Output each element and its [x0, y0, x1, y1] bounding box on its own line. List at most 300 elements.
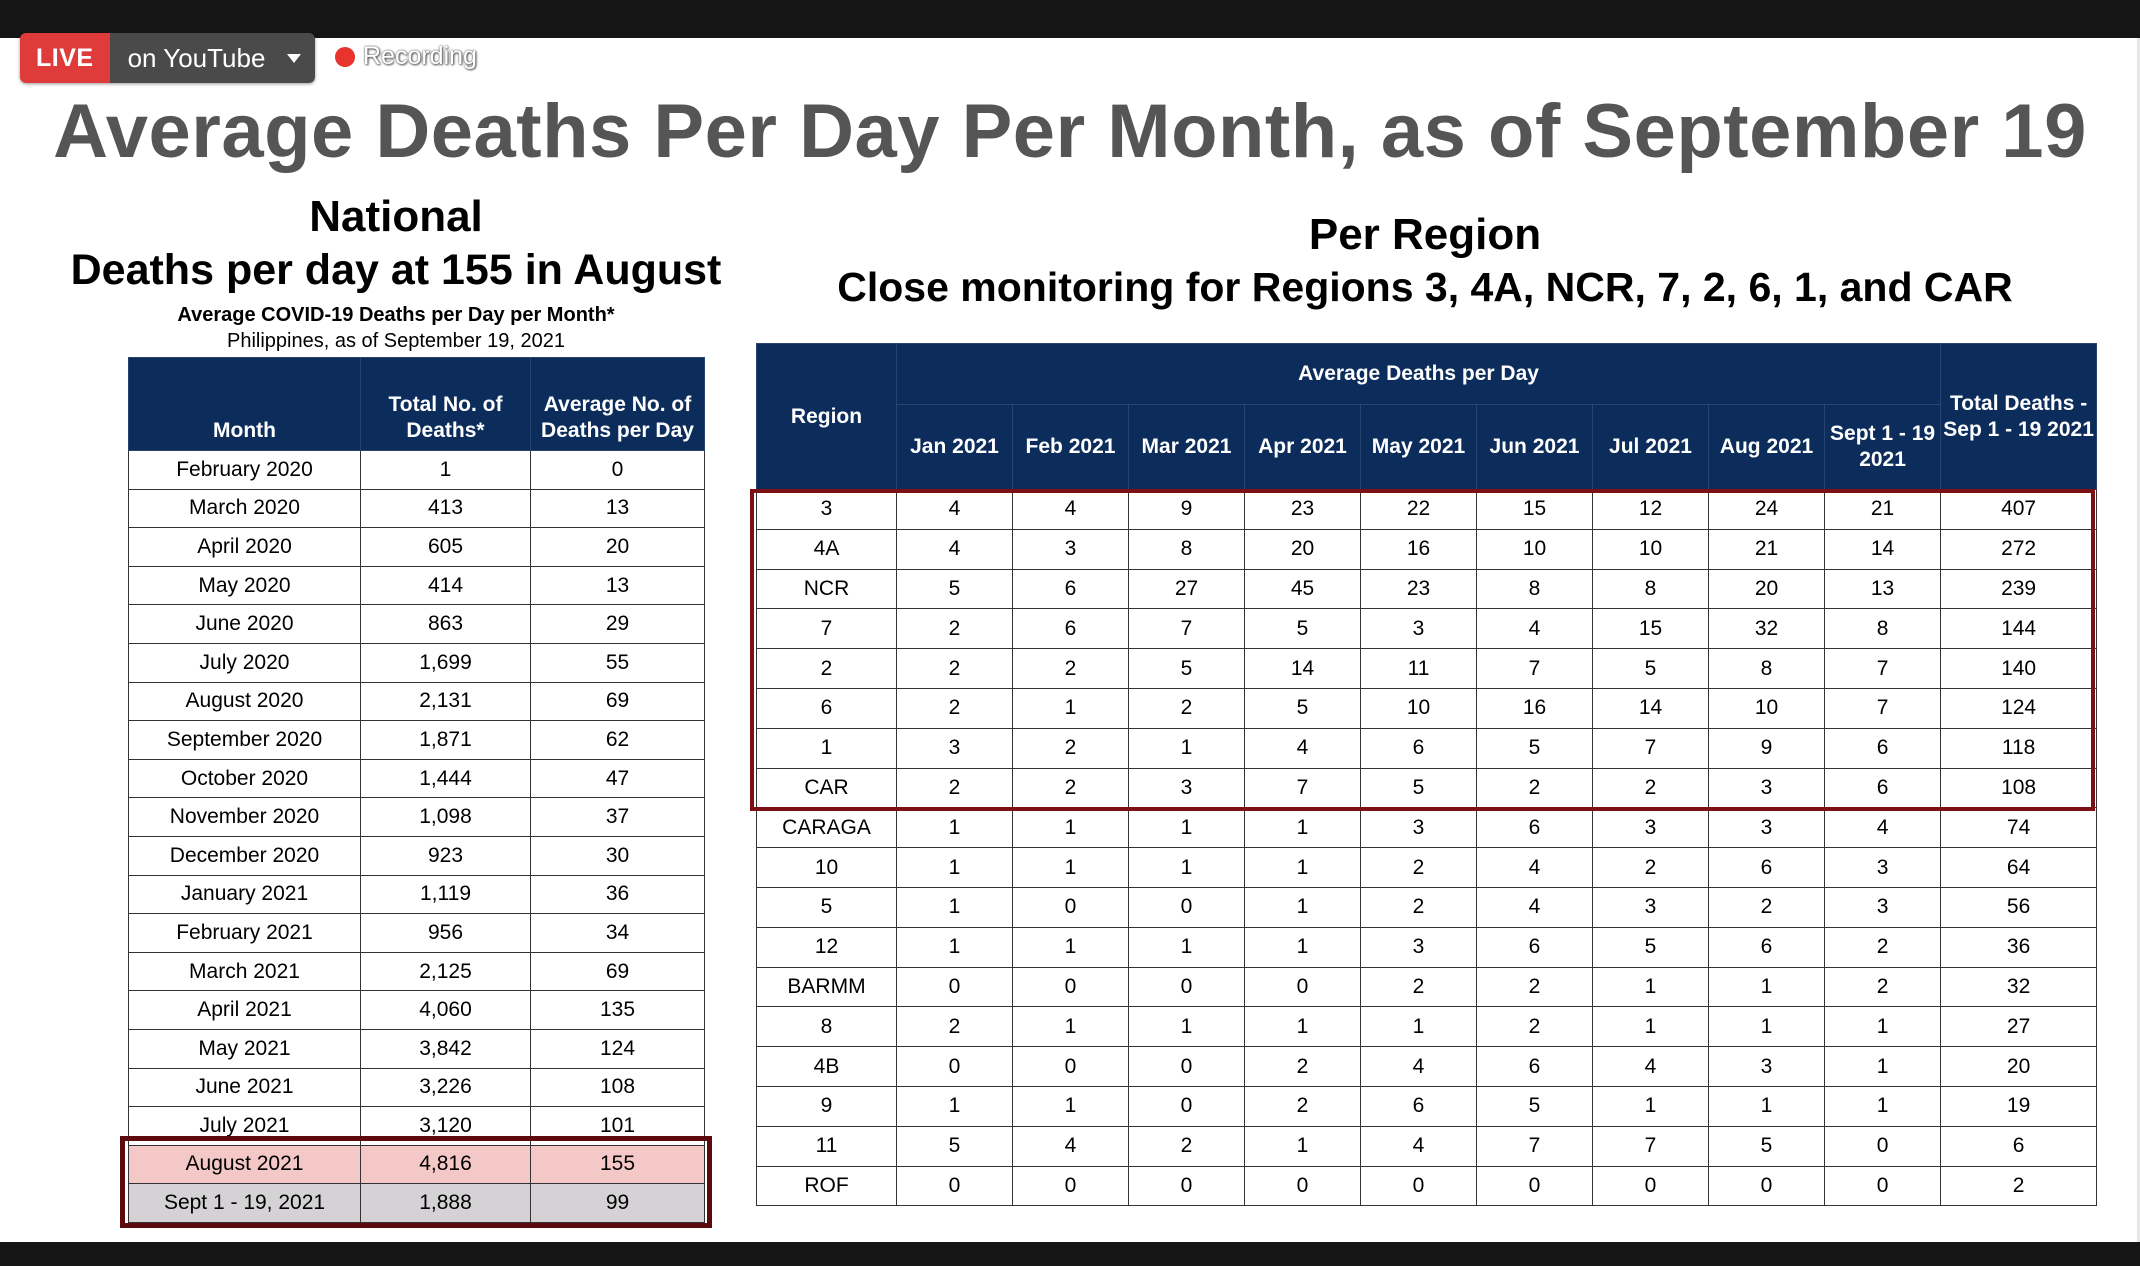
total-deaths-cell: 144	[1941, 609, 2097, 649]
avg-deaths-cell: 0	[1593, 1166, 1709, 1206]
region-heading: Per Region	[1308, 210, 1542, 259]
avg-deaths-cell: 2	[1361, 967, 1477, 1007]
avg-deaths-cell: 5	[1477, 728, 1593, 768]
table-row	[757, 529, 2097, 569]
total-deaths-cell: 36	[1941, 927, 2097, 967]
avg-deaths-cell: 20	[531, 528, 705, 567]
avg-deaths-cell: 0	[531, 451, 705, 490]
region-cell: 3	[757, 490, 897, 530]
month-cell: October 2020	[129, 759, 361, 798]
avg-deaths-cell: 0	[1825, 1166, 1941, 1206]
avg-deaths-cell: 2	[897, 768, 1013, 808]
table-row	[757, 1047, 2097, 1087]
avg-deaths-cell: 10	[1593, 529, 1709, 569]
table-row	[129, 991, 705, 1030]
avg-deaths-cell: 69	[531, 682, 705, 721]
col-month-header: May 2021	[1361, 405, 1477, 490]
region-cell: 6	[757, 688, 897, 728]
bottom-letterbox-bar	[0, 1242, 2140, 1266]
total-deaths-cell: 4,816	[361, 1145, 531, 1184]
total-deaths-cell: 2	[1941, 1166, 2097, 1206]
avg-deaths-cell: 3	[1129, 768, 1245, 808]
col-avg-deaths-header: Average No. of Deaths per Day	[531, 358, 705, 451]
total-deaths-cell: 64	[1941, 848, 2097, 888]
avg-deaths-cell: 2	[1593, 768, 1709, 808]
avg-deaths-cell: 2	[1245, 1086, 1361, 1126]
avg-deaths-cell: 36	[531, 875, 705, 914]
avg-deaths-cell: 3	[1361, 808, 1477, 848]
avg-deaths-cell: 0	[1013, 1047, 1129, 1087]
avg-deaths-cell: 2	[1709, 887, 1825, 927]
avg-deaths-cell: 2	[1477, 967, 1593, 1007]
col-total-deaths-header: Total Deaths - Sep 1 - 19 2021	[1941, 344, 2097, 490]
destination-label: on YouTube	[127, 42, 266, 73]
month-cell: June 2021	[129, 1068, 361, 1107]
table-row	[129, 643, 705, 682]
month-cell: March 2020	[129, 489, 361, 528]
avg-deaths-cell: 4	[1245, 728, 1361, 768]
table-row	[129, 1068, 705, 1107]
avg-deaths-cell: 15	[1477, 490, 1593, 530]
month-cell: December 2020	[129, 836, 361, 875]
region-cell: 12	[757, 927, 897, 967]
total-deaths-cell: 1,119	[361, 875, 531, 914]
avg-deaths-cell: 0	[897, 967, 1013, 1007]
table-row	[757, 609, 2097, 649]
avg-deaths-cell: 1	[1825, 1007, 1941, 1047]
avg-deaths-cell: 2	[897, 1007, 1013, 1047]
table-row	[129, 836, 705, 875]
avg-deaths-cell: 7	[1593, 1126, 1709, 1166]
avg-deaths-cell: 14	[1825, 529, 1941, 569]
region-cell: NCR	[757, 569, 897, 609]
avg-deaths-cell: 24	[1709, 490, 1825, 530]
avg-deaths-cell: 0	[1129, 967, 1245, 1007]
avg-deaths-cell: 8	[1477, 569, 1593, 609]
table-row	[757, 569, 2097, 609]
avg-deaths-cell: 0	[1013, 887, 1129, 927]
avg-deaths-cell: 1	[1129, 808, 1245, 848]
avg-deaths-cell: 5	[1477, 1086, 1593, 1126]
region-cell: CARAGA	[757, 808, 897, 848]
table-row	[129, 759, 705, 798]
table-row	[129, 528, 705, 567]
region-cell: ROF	[757, 1166, 897, 1206]
avg-deaths-cell: 12	[1593, 490, 1709, 530]
total-deaths-cell: 1,444	[361, 759, 531, 798]
avg-deaths-cell: 5	[897, 1126, 1013, 1166]
avg-deaths-cell: 124	[531, 1029, 705, 1068]
avg-deaths-cell: 27	[1129, 569, 1245, 609]
table-row	[129, 605, 705, 644]
avg-deaths-cell: 108	[531, 1068, 705, 1107]
col-month-header: Sept 1 - 19 2021	[1825, 405, 1941, 490]
avg-deaths-cell: 3	[1013, 529, 1129, 569]
total-deaths-cell: 956	[361, 914, 531, 953]
avg-deaths-cell: 6	[1709, 848, 1825, 888]
total-deaths-cell: 1,871	[361, 721, 531, 760]
month-cell: September 2020	[129, 721, 361, 760]
month-cell: May 2020	[129, 566, 361, 605]
table-row	[757, 768, 2097, 808]
col-month-header: Jul 2021	[1593, 405, 1709, 490]
avg-deaths-cell: 99	[531, 1184, 705, 1223]
avg-deaths-cell: 21	[1825, 490, 1941, 530]
avg-deaths-cell: 3	[1593, 887, 1709, 927]
table-row	[757, 887, 2097, 927]
avg-deaths-cell: 4	[1361, 1047, 1477, 1087]
avg-deaths-cell: 55	[531, 643, 705, 682]
avg-deaths-cell: 5	[1709, 1126, 1825, 1166]
avg-deaths-cell: 4	[897, 529, 1013, 569]
region-cell: 2	[757, 649, 897, 689]
avg-deaths-cell: 9	[1129, 490, 1245, 530]
avg-deaths-cell: 6	[1477, 1047, 1593, 1087]
avg-deaths-cell: 1	[897, 1086, 1013, 1126]
avg-deaths-cell: 13	[1825, 569, 1941, 609]
total-deaths-cell: 118	[1941, 728, 2097, 768]
avg-deaths-cell: 5	[897, 569, 1013, 609]
total-deaths-cell: 414	[361, 566, 531, 605]
avg-deaths-cell: 6	[1825, 728, 1941, 768]
avg-deaths-cell: 7	[1825, 649, 1941, 689]
month-cell: January 2021	[129, 875, 361, 914]
region-header-row-2	[757, 405, 2097, 490]
avg-deaths-cell: 1	[1013, 848, 1129, 888]
region-header-row-1	[757, 344, 2097, 405]
avg-deaths-cell: 6	[1013, 569, 1129, 609]
region-cell: 11	[757, 1126, 897, 1166]
total-deaths-cell: 19	[1941, 1086, 2097, 1126]
recording-indicator	[335, 42, 477, 71]
table-row	[757, 728, 2097, 768]
avg-deaths-cell: 8	[1129, 529, 1245, 569]
avg-deaths-cell: 6	[1477, 808, 1593, 848]
avg-deaths-cell: 9	[1709, 728, 1825, 768]
avg-deaths-cell: 16	[1361, 529, 1477, 569]
table-row	[129, 489, 705, 528]
table-row	[129, 914, 705, 953]
table-row	[757, 1126, 2097, 1166]
avg-deaths-cell: 6	[1013, 609, 1129, 649]
avg-deaths-cell: 7	[1593, 728, 1709, 768]
region-cell: BARMM	[757, 967, 897, 1007]
avg-deaths-cell: 5	[1593, 927, 1709, 967]
avg-deaths-cell: 0	[1013, 967, 1129, 1007]
avg-deaths-cell: 34	[531, 914, 705, 953]
destination-dropdown[interactable]	[110, 33, 316, 83]
avg-deaths-cell: 1	[1709, 1086, 1825, 1126]
avg-deaths-cell: 1	[897, 927, 1013, 967]
avg-deaths-cell: 4	[1825, 808, 1941, 848]
total-deaths-cell: 923	[361, 836, 531, 875]
avg-deaths-cell: 0	[1129, 887, 1245, 927]
total-deaths-cell: 27	[1941, 1007, 2097, 1047]
month-cell: February 2020	[129, 451, 361, 490]
avg-deaths-cell: 0	[1825, 1126, 1941, 1166]
avg-deaths-cell: 10	[1709, 688, 1825, 728]
month-cell: August 2021	[129, 1145, 361, 1184]
avg-deaths-cell: 1	[897, 887, 1013, 927]
avg-deaths-cell: 11	[1361, 649, 1477, 689]
total-deaths-cell: 3,226	[361, 1068, 531, 1107]
avg-deaths-cell: 5	[1129, 649, 1245, 689]
table-row	[129, 798, 705, 837]
total-deaths-cell: 1,098	[361, 798, 531, 837]
avg-deaths-cell: 2	[1129, 688, 1245, 728]
avg-deaths-cell: 10	[1477, 529, 1593, 569]
avg-deaths-cell: 6	[1361, 728, 1477, 768]
avg-deaths-cell: 155	[531, 1145, 705, 1184]
col-region-header: Region	[757, 344, 897, 490]
avg-deaths-cell: 3	[1709, 1047, 1825, 1087]
table-row	[129, 1184, 705, 1223]
total-deaths-cell: 605	[361, 528, 531, 567]
avg-deaths-cell: 1	[1593, 1086, 1709, 1126]
avg-deaths-cell: 1	[1593, 967, 1709, 1007]
avg-deaths-cell: 13	[531, 566, 705, 605]
avg-deaths-cell: 23	[1361, 569, 1477, 609]
avg-deaths-cell: 1	[1825, 1086, 1941, 1126]
avg-deaths-cell: 2	[1477, 768, 1593, 808]
month-cell: Sept 1 - 19, 2021	[129, 1184, 361, 1223]
avg-deaths-cell: 20	[1245, 529, 1361, 569]
avg-deaths-cell: 2	[897, 609, 1013, 649]
avg-deaths-cell: 4	[1477, 848, 1593, 888]
chevron-down-icon[interactable]	[287, 54, 301, 63]
avg-deaths-cell: 22	[1361, 490, 1477, 530]
avg-deaths-cell: 0	[1245, 967, 1361, 1007]
avg-deaths-cell: 10	[1361, 688, 1477, 728]
avg-deaths-cell: 2	[1013, 728, 1129, 768]
recording-dot-icon	[335, 47, 355, 67]
avg-deaths-cell: 1	[1129, 848, 1245, 888]
region-cell: 8	[757, 1007, 897, 1047]
month-cell: June 2020	[129, 605, 361, 644]
total-deaths-cell: 239	[1941, 569, 2097, 609]
avg-deaths-cell: 0	[1013, 1166, 1129, 1206]
avg-deaths-cell: 0	[1709, 1166, 1825, 1206]
national-heading: National	[309, 192, 483, 241]
avg-deaths-cell: 37	[531, 798, 705, 837]
avg-deaths-cell: 5	[1593, 649, 1709, 689]
avg-deaths-cell: 2	[1361, 848, 1477, 888]
month-cell: July 2021	[129, 1107, 361, 1146]
top-letterbox-bar	[0, 0, 2140, 38]
avg-deaths-cell: 7	[1129, 609, 1245, 649]
avg-deaths-cell: 8	[1709, 649, 1825, 689]
avg-deaths-cell: 30	[531, 836, 705, 875]
region-deaths-table	[756, 343, 2097, 1206]
table-row	[757, 848, 2097, 888]
table-row	[757, 688, 2097, 728]
avg-deaths-cell: 2	[1825, 967, 1941, 1007]
avg-deaths-cell: 1	[1245, 1126, 1361, 1166]
avg-deaths-cell: 6	[1709, 927, 1825, 967]
avg-deaths-cell: 1	[1245, 808, 1361, 848]
avg-deaths-cell: 0	[897, 1166, 1013, 1206]
avg-deaths-cell: 1	[1013, 688, 1129, 728]
avg-deaths-cell: 2	[1013, 649, 1129, 689]
avg-deaths-cell: 1	[897, 808, 1013, 848]
avg-deaths-cell: 3	[1709, 808, 1825, 848]
region-cell: 1	[757, 728, 897, 768]
region-subheading: Close monitoring for Regions 3, 4A, NCR, 7, 2, 6, 1, and CAR	[837, 264, 2013, 310]
avg-deaths-cell: 1	[1129, 728, 1245, 768]
avg-deaths-cell: 1	[1129, 1007, 1245, 1047]
avg-deaths-cell: 2	[1129, 1126, 1245, 1166]
col-month-header: Aug 2021	[1709, 405, 1825, 490]
total-deaths-cell: 140	[1941, 649, 2097, 689]
total-deaths-cell: 413	[361, 489, 531, 528]
avg-deaths-cell: 1	[1245, 1007, 1361, 1047]
avg-deaths-cell: 135	[531, 991, 705, 1030]
total-deaths-cell: 20	[1941, 1047, 2097, 1087]
total-deaths-cell: 1,888	[361, 1184, 531, 1223]
total-deaths-cell: 272	[1941, 529, 2097, 569]
avg-deaths-cell: 2	[897, 649, 1013, 689]
avg-deaths-cell: 1	[1013, 927, 1129, 967]
avg-deaths-cell: 69	[531, 952, 705, 991]
month-cell: August 2020	[129, 682, 361, 721]
table-row	[129, 1029, 705, 1068]
avg-deaths-cell: 1	[1013, 808, 1129, 848]
avg-deaths-cell: 0	[1129, 1047, 1245, 1087]
avg-deaths-cell: 3	[1709, 768, 1825, 808]
avg-deaths-cell: 16	[1477, 688, 1593, 728]
avg-deaths-cell: 32	[1709, 609, 1825, 649]
national-deaths-table	[128, 357, 705, 1223]
month-cell: February 2021	[129, 914, 361, 953]
avg-deaths-cell: 1	[1013, 1086, 1129, 1126]
avg-deaths-cell: 1	[1593, 1007, 1709, 1047]
table-row	[757, 808, 2097, 848]
col-month-header: Mar 2021	[1129, 405, 1245, 490]
avg-deaths-cell: 1	[1245, 887, 1361, 927]
avg-deaths-cell: 0	[1245, 1166, 1361, 1206]
avg-deaths-cell: 1	[1245, 927, 1361, 967]
avg-deaths-cell: 4	[1361, 1126, 1477, 1166]
avg-deaths-cell: 6	[1825, 768, 1941, 808]
avg-deaths-cell: 1	[1245, 848, 1361, 888]
avg-deaths-cell: 13	[531, 489, 705, 528]
avg-deaths-cell: 3	[1361, 609, 1477, 649]
region-cell: 9	[757, 1086, 897, 1126]
national-table-caption: Average COVID-19 Deaths per Day per Month*	[177, 304, 615, 326]
avg-deaths-cell: 7	[1245, 768, 1361, 808]
col-month-header: Jun 2021	[1477, 405, 1593, 490]
avg-deaths-cell: 1	[1709, 967, 1825, 1007]
total-deaths-cell: 124	[1941, 688, 2097, 728]
total-deaths-cell: 32	[1941, 967, 2097, 1007]
avg-deaths-cell: 1	[1129, 927, 1245, 967]
avg-deaths-cell: 15	[1593, 609, 1709, 649]
national-table-caption-date: Philippines, as of September 19, 2021	[227, 330, 565, 352]
avg-deaths-cell: 23	[1245, 490, 1361, 530]
avg-deaths-cell: 4	[1013, 1126, 1129, 1166]
table-row	[757, 967, 2097, 1007]
col-month-header: Jan 2021	[897, 405, 1013, 490]
avg-deaths-cell: 5	[1245, 688, 1361, 728]
total-deaths-cell: 108	[1941, 768, 2097, 808]
national-subheading: Deaths per day at 155 in August	[70, 246, 722, 294]
region-cell: 5	[757, 887, 897, 927]
avg-deaths-cell: 14	[1245, 649, 1361, 689]
table-row	[757, 1086, 2097, 1126]
avg-deaths-cell: 3	[1825, 887, 1941, 927]
month-cell: July 2020	[129, 643, 361, 682]
table-row	[129, 451, 705, 490]
total-deaths-cell: 3,120	[361, 1107, 531, 1146]
avg-deaths-cell: 20	[1709, 569, 1825, 609]
month-cell: November 2020	[129, 798, 361, 837]
total-deaths-cell: 56	[1941, 887, 2097, 927]
avg-deaths-cell: 0	[1361, 1166, 1477, 1206]
avg-deaths-cell: 2	[1825, 927, 1941, 967]
avg-deaths-cell: 6	[1477, 927, 1593, 967]
avg-deaths-cell: 1	[1825, 1047, 1941, 1087]
avg-deaths-cell: 2	[897, 688, 1013, 728]
col-group-avg-deaths-header: Average Deaths per Day	[897, 344, 1941, 405]
region-cell: 4A	[757, 529, 897, 569]
month-cell: April 2020	[129, 528, 361, 567]
avg-deaths-cell: 1	[1361, 1007, 1477, 1047]
live-badge: LIVE	[20, 33, 110, 83]
month-cell: May 2021	[129, 1029, 361, 1068]
month-cell: March 2021	[129, 952, 361, 991]
live-stream-widget[interactable]	[20, 33, 315, 83]
avg-deaths-cell: 2	[1593, 848, 1709, 888]
avg-deaths-cell: 62	[531, 721, 705, 760]
avg-deaths-cell: 4	[1477, 887, 1593, 927]
total-deaths-cell: 1,699	[361, 643, 531, 682]
avg-deaths-cell: 3	[1825, 848, 1941, 888]
total-deaths-cell: 2,131	[361, 682, 531, 721]
slide-title: Average Deaths Per Day Per Month, as of September 19	[53, 89, 2087, 174]
avg-deaths-cell: 0	[1129, 1086, 1245, 1126]
col-month-header: Month	[129, 358, 361, 451]
avg-deaths-cell: 4	[897, 490, 1013, 530]
table-row	[757, 1166, 2097, 1206]
avg-deaths-cell: 8	[1825, 609, 1941, 649]
avg-deaths-cell: 4	[1013, 490, 1129, 530]
avg-deaths-cell: 1	[1709, 1007, 1825, 1047]
table-row	[129, 875, 705, 914]
avg-deaths-cell: 7	[1477, 649, 1593, 689]
table-row	[129, 1107, 705, 1146]
avg-deaths-cell: 4	[1477, 609, 1593, 649]
avg-deaths-cell: 3	[1361, 927, 1477, 967]
table-row	[129, 682, 705, 721]
avg-deaths-cell: 2	[1013, 768, 1129, 808]
total-deaths-cell: 6	[1941, 1126, 2097, 1166]
avg-deaths-cell: 101	[531, 1107, 705, 1146]
avg-deaths-cell: 0	[1477, 1166, 1593, 1206]
avg-deaths-cell: 21	[1709, 529, 1825, 569]
col-month-header: Feb 2021	[1013, 405, 1129, 490]
total-deaths-cell: 74	[1941, 808, 2097, 848]
total-deaths-cell: 4,060	[361, 991, 531, 1030]
table-row	[129, 566, 705, 605]
avg-deaths-cell: 0	[897, 1047, 1013, 1087]
avg-deaths-cell: 2	[1477, 1007, 1593, 1047]
total-deaths-cell: 2,125	[361, 952, 531, 991]
region-cell: CAR	[757, 768, 897, 808]
table-row	[757, 490, 2097, 530]
avg-deaths-cell: 1	[1013, 1007, 1129, 1047]
avg-deaths-cell: 5	[1245, 609, 1361, 649]
col-month-header: Apr 2021	[1245, 405, 1361, 490]
